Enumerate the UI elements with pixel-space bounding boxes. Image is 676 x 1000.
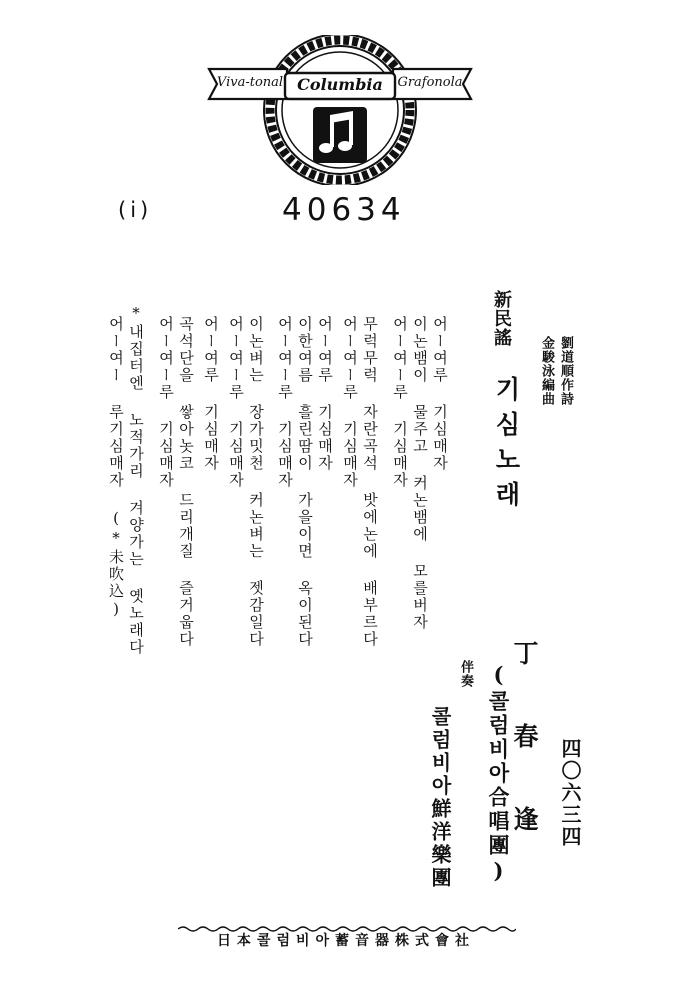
lyric-line: *내집터엔 노적가리 겨양가는 옛노래다	[127, 304, 145, 656]
music-note-icon	[313, 107, 367, 163]
lyric-line: 이논벼는 장가밋천 커논벼는 젯감일다	[247, 316, 265, 648]
song-title: 기심노래	[492, 376, 521, 516]
accompaniment-name: 콜럼비아鮮洋樂團	[428, 706, 452, 890]
side-marker: (i)	[118, 198, 153, 222]
columbia-logo	[205, 35, 475, 185]
record-number: 40634	[282, 192, 406, 228]
catalog-number: 四〇六三四	[558, 738, 582, 848]
lyric-line: 어ー여ー루 기심매자	[227, 316, 245, 489]
lyric-line: 어ー여ー루 기심매자	[157, 316, 175, 489]
lyric-line: 어ー여ー 루기심매자 (*未吹込)	[107, 316, 125, 620]
singer-name: 丁春逢	[510, 640, 539, 889]
lyric-line: 어ー여루 기심매자	[202, 316, 220, 472]
lyric-line: 곡석단을 쌓아놋코 드리개질 즐거웁다	[177, 316, 195, 648]
logo-left-banner-text: Viva-tonal	[216, 75, 284, 90]
lyric-line: 이논뱀이 물주고 커논뱀에 모를버자	[411, 316, 429, 631]
company-name: 日本콜럼비아蓄音器株式會社	[216, 933, 476, 949]
lyric-line: 어ー여ー루 기심매자	[276, 316, 294, 489]
chorus-name: (콜럼비아合唱團)	[486, 662, 511, 886]
lyric-line: 어ー여루 기심매자	[316, 316, 334, 472]
composer-credit: 金駿泳編曲	[539, 336, 554, 406]
logo-right-banner-text: Grafonola	[397, 75, 463, 90]
lyricist-credit: 劉道順作詩	[558, 336, 573, 406]
lyric-line: 이한여름 흘린땀이 가을이면 옥이된다	[296, 316, 314, 648]
lyric-line: 어ー여ー루 기심매자	[391, 316, 409, 489]
lyric-line: 어ー여루 기심매자	[431, 316, 449, 472]
logo-brand-text: Columbia	[297, 75, 383, 94]
footer-divider	[178, 918, 516, 926]
song-genre: 新民謠	[491, 290, 512, 347]
accompaniment-label: 伴奏	[458, 660, 473, 688]
lyric-line: 무럭무럭 자란곡석 밧에논에 배부르다	[361, 316, 379, 648]
lyric-line: 어ー여ー루 기심매자	[341, 316, 359, 489]
